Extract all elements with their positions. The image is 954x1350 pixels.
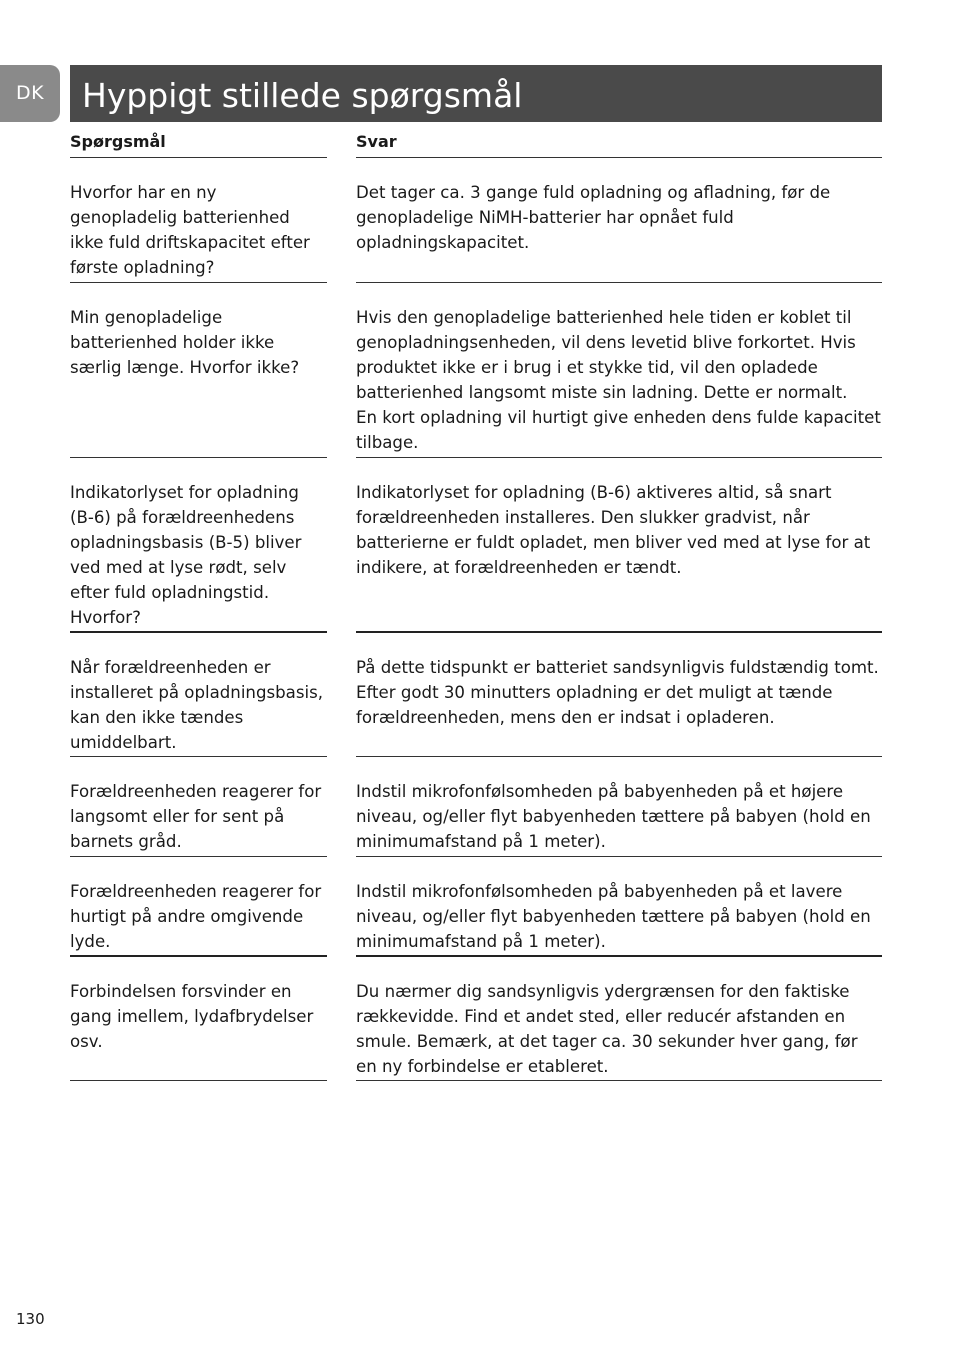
faq-question-3: Indikatorlyset for opladning (B-6) på forældreenhedens opladningsbasis (B-5) bliver ved med at lyse rødt, selv efter fuld opladningstid. Hvorfor? <box>70 458 327 633</box>
answer-column-header: Svar <box>356 131 882 158</box>
faq-question-4: Når forældreenheden er installeret på opladningsbasis, kan den ikke tændes umiddelbart. <box>70 633 327 757</box>
faq-answer-7: Du nærmer dig sandsynligvis ydergrænsen for den faktiske rækkevidde. Find et andet sted, eller reducér afstanden en smule. Bemærk, at det tager ca. 30 sekunder hver gang, før en ny forbindelse er etableret. <box>356 957 882 1081</box>
faq-answer-6: Indstil mikrofonfølsomheden på babyenheden på et lavere niveau, og/eller flyt babyenheden tættere på babyen (hold en minimumafstand på 1 meter). <box>356 857 882 957</box>
faq-answer-2: Hvis den genopladelige batterienhed hele tiden er koblet til genopladningsenheden, vil dens levetid blive forkortet. Hvis produktet ikke er i brug i et stykke tid, vil den opladede batterienhed langsomt miste sin ladning. Dette er normalt. En kort opladning vil hurtigt give enheden dens fulde kapacitet tilbage. <box>356 283 882 458</box>
faq-answer-3: Indikatorlyset for opladning (B-6) aktiveres altid, så snart forældreenheden installeres. Den slukker gradvist, når batterierne er fuldt opladet, men bliver ved med at lyse for at indikere, at forældreenheden er tændt. <box>356 458 882 633</box>
faq-question-2: Min genopladelige batterienhed holder ikke særlig længe. Hvorfor ikke? <box>70 283 327 458</box>
faq-question-6: Forældreenheden reagerer for hurtigt på andre omgivende lyde. <box>70 857 327 957</box>
faq-answer-5: Indstil mikrofonfølsomheden på babyenheden på et højere niveau, og/eller flyt babyenheden tættere på babyen (hold en minimumafstand på 1 meter). <box>356 757 882 857</box>
language-tab: DK <box>0 65 60 122</box>
page-title: Hyppigt stillede spørgsmål <box>70 65 882 122</box>
faq-answer-1: Det tager ca. 3 gange fuld opladning og afladning, før de genopladelige NiMH-batterier har opnået fuld opladningskapacitet. <box>356 158 882 283</box>
faq-question-5: Forældreenheden reagerer for langsomt eller for sent på barnets gråd. <box>70 757 327 857</box>
faq-question-1: Hvorfor har en ny genopladelig batterienhed ikke fuld driftskapacitet efter første opladning? <box>70 158 327 283</box>
faq-answer-4: På dette tidspunkt er batteriet sandsynligvis fuldstændig tomt. Efter godt 30 minutters opladning er det muligt at tænde forældreenheden, mens den er indsat i opladeren. <box>356 633 882 757</box>
question-column-header: Spørgsmål <box>70 131 327 158</box>
page-number: 130 <box>16 1310 45 1328</box>
faq-question-7: Forbindelsen forsvinder en gang imellem, lydafbrydelser osv. <box>70 957 327 1081</box>
